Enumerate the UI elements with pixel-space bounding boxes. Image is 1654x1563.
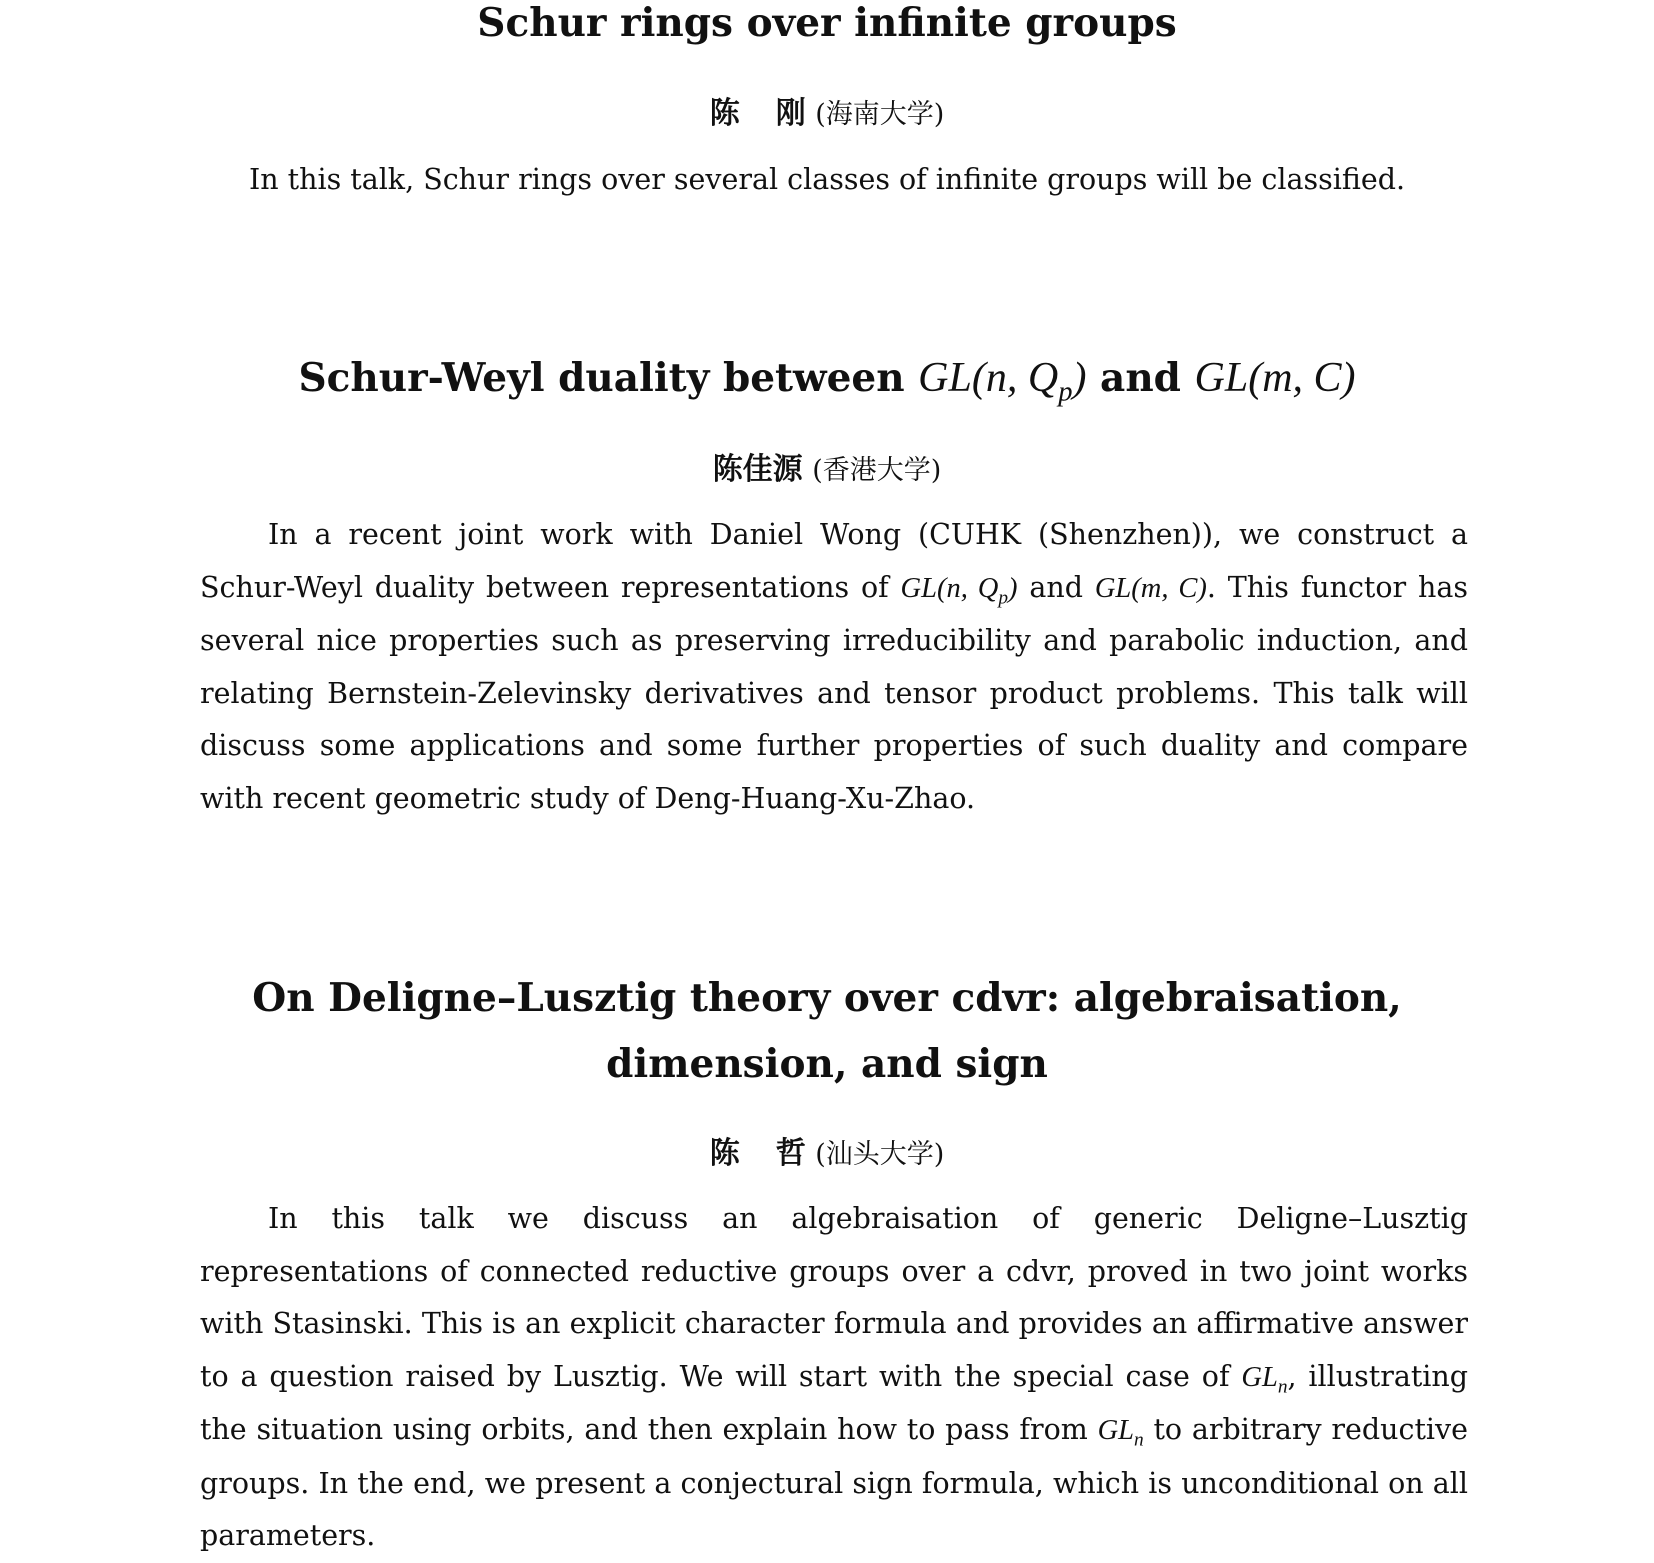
- talk-2-title-math-2: GL(m, C): [1194, 355, 1356, 401]
- talk-1-author-given: 刚: [775, 96, 806, 131]
- talk-1-affiliation: (海南大学): [815, 99, 945, 130]
- talk-2-author: [0, 450, 1654, 491]
- talk-3-affiliation: (汕头大学): [815, 1139, 945, 1170]
- talk-3-abstract-math-2: $GL_n$: [1097, 1415, 1144, 1451]
- talk-2-affiliation: (香港大学): [812, 455, 942, 486]
- talk-2-title: [0, 346, 1654, 410]
- talk-1-abstract: In this talk, Schur rings over several classes of infinite groups will be classified.: [248, 163, 1406, 196]
- talk-3-title-line-2: dimension, and sign: [606, 1041, 1048, 1087]
- talk-1-author: [0, 94, 1654, 135]
- talk-3-author: [0, 1134, 1654, 1175]
- talk-2-abstract-math-2: GL(m, C): [1094, 572, 1207, 604]
- talk-1-author-surname: 陈: [709, 96, 740, 131]
- talk-3-title-line-1: On Deligne–Lusztig theory over cdvr: algebraisation,: [252, 975, 1402, 1021]
- talk-3-author-surname: 陈: [709, 1136, 740, 1171]
- talk-2-abstract: In a recent joint work with Daniel Wong (CUHK (Shenzhen)), we construct a Schur-Weyl duality between representations of GL(n, $Q_p$) and GL(m, C). This functor has several nice properties such as preserving irreducibility and parabolic induction, and relating Bernstein-Zelevinsky derivatives and tensor product problems. This talk will discuss some applications and some further properties of such duality and compare with recent geometric study of Deng-Huang-Xu-Zhao.: [200, 518, 1468, 815]
- talk-2-abstract-math-1: GL(n, $Q_p$): [900, 572, 1018, 609]
- talk-2-title-math-1: GL(n, $Q_p$): [918, 355, 1087, 408]
- talk-1-title: Schur rings over infinite groups: [477, 0, 1177, 46]
- talk-2-author-name: 陈佳源: [712, 452, 803, 487]
- talk-3-abstract-math-1: $GL_n$: [1241, 1361, 1288, 1398]
- talk-3-abstract: In this talk we discuss an algebraisation of generic Deligne–Lusztig representations of connected reductive groups over a cdvr, proved in two joint works with Stasinski. This is an explicit character formula and provides an affirmative answer to a question raised by Lusztig. We will start with the special case of $GL_n$, illustrating the situation using orbits, and then explain how to pass from $GL_n$ to arbitrary reductive groups. In the end, we present a conjectural sign formula, which is unconditional on all parameters.: [200, 1202, 1468, 1552]
- talk-2-title-text: Schur-Weyl duality between: [298, 355, 919, 401]
- talk-3-author-given: 哲: [775, 1136, 806, 1171]
- talk-2-title-and: and: [1086, 355, 1195, 401]
